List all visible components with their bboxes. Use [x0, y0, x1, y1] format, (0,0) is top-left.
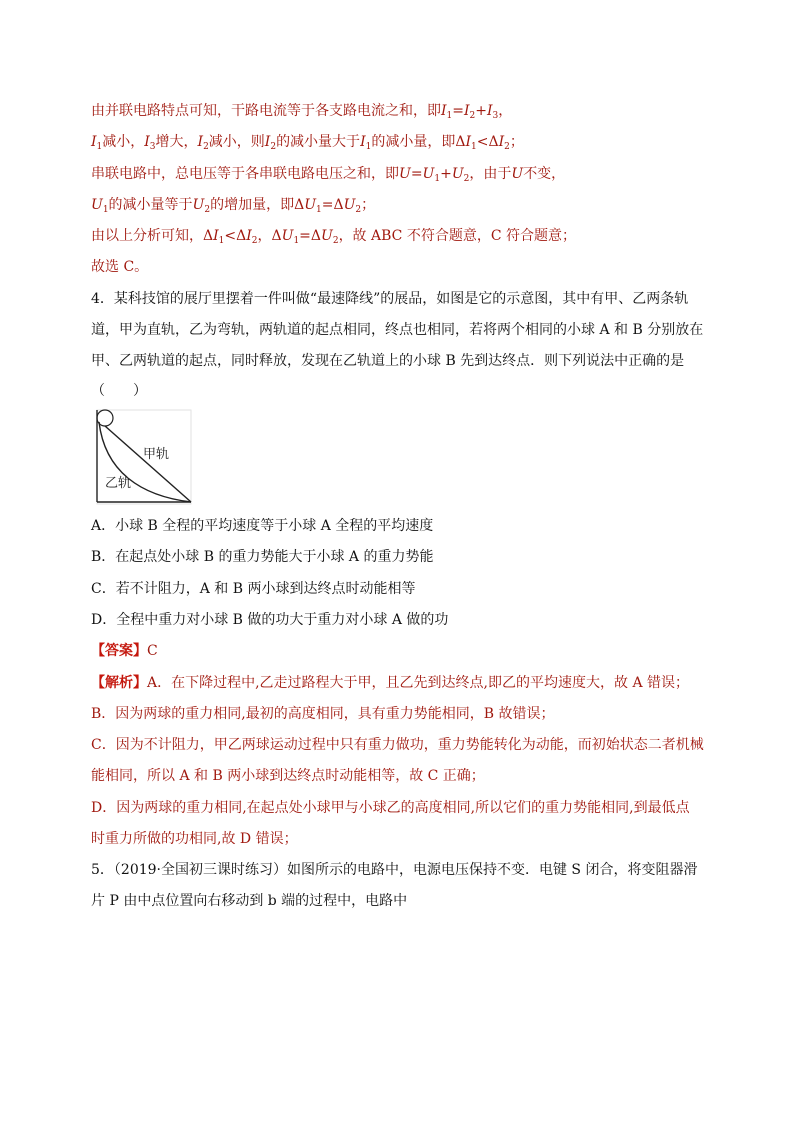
- q4-answer-line: [91, 641, 158, 661]
- text-run: ；: [509, 134, 524, 150]
- math-op: +: [475, 103, 487, 119]
- q5-stem-line-1: 5．（2019·全国初三课时练习）如图所示的电路中，电源电压保持不变．电键 S 闭合，将变阻器滑: [91, 862, 698, 878]
- math-var: I: [91, 134, 97, 150]
- math-sub: 2: [203, 142, 209, 152]
- math-sub: 1: [470, 142, 477, 152]
- answer-value: C: [147, 643, 158, 659]
- math-sub: 2: [355, 205, 362, 215]
- q4-option-d: D．全程中重力对小球 B 做的功大于重力对小球 A 做的功: [91, 612, 449, 628]
- math-var: U: [281, 228, 294, 244]
- q4-stem-line-2: 道，甲为直轨，乙为弯轨，两轨道的起点相同，终点也相同，若将两个相同的小球 A 和 B 分别放在: [91, 322, 704, 338]
- q4-analysis-d-2: 时重力所做的功相同,故 D 错误；: [91, 831, 298, 847]
- text-run: 的增加量，即Δ: [210, 197, 305, 213]
- text-run: 串联电路中，总电压等于各串联电路电压之和，即: [91, 166, 399, 182]
- math-var: U: [91, 197, 103, 213]
- math-sub: 2: [270, 142, 277, 152]
- brachistochrone-figure: [91, 380, 195, 508]
- track-diagram: [91, 380, 195, 508]
- math-var: I: [441, 103, 447, 119]
- math-sub: 1: [434, 174, 441, 184]
- math-sub: 2: [469, 111, 476, 121]
- math-sub: 2: [504, 142, 510, 152]
- math-sub: 3: [492, 111, 499, 121]
- math-sub: 1: [446, 111, 453, 121]
- math-var: I: [360, 134, 366, 150]
- text-run: 不变，: [523, 166, 566, 182]
- math-op: =: [410, 166, 423, 182]
- math-var: I: [465, 134, 471, 150]
- text-run: ，由于: [469, 166, 512, 182]
- text-run: 增大，: [155, 134, 198, 150]
- math-sub: 1: [96, 142, 103, 152]
- math-var: I: [498, 134, 505, 150]
- q4-option-c: C．若不计阻力，A 和 B 两小球到达终点时动能相等: [91, 581, 416, 597]
- math-var: U: [422, 166, 435, 182]
- math-var: U: [343, 197, 356, 213]
- math-var: I: [487, 103, 493, 119]
- solution-conclusion: 故选 C。: [91, 259, 149, 275]
- math-var: I: [197, 134, 204, 150]
- math-sub: 2: [204, 205, 211, 215]
- text-run: 减小，: [102, 134, 145, 150]
- math-var: I: [246, 228, 252, 244]
- math-var: I: [464, 103, 470, 119]
- q4-analysis-b: B．因为两球的重力相同,最初的高度相同，具有重力势能相同，B 故错误；: [91, 706, 555, 722]
- q4-option-a: A．小球 B 全程的平均速度等于小球 A 全程的平均速度: [91, 518, 434, 534]
- q4-analysis-d-1: D．因为两球的重力相同,在起点处小球甲与小球乙的高度相同,所以它们的重力势能相同,到最低点: [91, 800, 690, 816]
- math-var: I: [144, 134, 150, 150]
- text-run: 由并联电路特点可知，干路电流等于各支路电流之和，即: [91, 103, 441, 119]
- solution-line-2: [91, 132, 524, 157]
- q4-stem-line-3: 甲、乙两轨道的起点，同时释放，发现在乙轨道上的小球 B 先到达终点．则下列说法中正确的是: [91, 353, 685, 369]
- q4-analysis-a: [91, 673, 689, 693]
- text-run: 由以上分析可知，Δ: [91, 228, 214, 244]
- math-var: I: [213, 228, 219, 244]
- math-op: +: [440, 166, 452, 182]
- text-run: <Δ: [224, 228, 247, 244]
- math-var: U: [451, 166, 464, 182]
- text-run: ，故 ABC 不符合题意，C 符合题意；: [338, 228, 576, 244]
- math-var: I: [264, 134, 271, 150]
- analysis-tag: 【解析】: [91, 675, 147, 691]
- math-var: U: [511, 166, 524, 182]
- label-jia-track: 甲轨: [143, 447, 170, 462]
- text-run: =Δ: [299, 228, 322, 244]
- math-op: =: [452, 103, 464, 119]
- math-sub: 1: [218, 236, 225, 246]
- q4-option-b: B．在起点处小球 B 的重力势能大于小球 A 的重力势能: [91, 549, 434, 565]
- solution-line-1: [91, 101, 512, 126]
- math-sub: 1: [365, 142, 372, 152]
- text-run: 减小，则: [208, 134, 265, 150]
- text-run: <Δ: [476, 134, 499, 150]
- text-run: ，Δ: [257, 228, 282, 244]
- math-var: U: [304, 197, 317, 213]
- text-run: 的减小量大于: [276, 134, 361, 150]
- solution-line-3: [91, 164, 565, 189]
- math-sub: 1: [102, 205, 109, 215]
- math-var: U: [321, 228, 333, 244]
- math-sub: 1: [293, 236, 300, 246]
- q4-analysis-c-1: C．因为不计阻力，甲乙两球运动过程中只有重力做功，重力势能转化为动能，而初始状态二者机械: [91, 737, 704, 753]
- text-run: ，: [498, 103, 513, 119]
- math-var: U: [192, 197, 205, 213]
- q5-stem-line-2: 片 P 由中点位置向右移动到 b 端的过程中，电路中: [91, 893, 408, 909]
- math-sub: 3: [149, 142, 156, 152]
- solution-line-4: [91, 195, 375, 220]
- text-run: 的减小量等于: [108, 197, 193, 213]
- math-sub: 1: [316, 205, 322, 215]
- q4-answer-parens: （ ）: [91, 383, 147, 399]
- text-run: ；: [361, 197, 376, 213]
- solution-line-5: [91, 226, 576, 251]
- text-run: =Δ: [321, 197, 344, 213]
- math-sub: 2: [332, 236, 339, 246]
- label-yi-track: 乙轨: [105, 476, 132, 491]
- math-sub: 2: [463, 174, 470, 184]
- text-run: 的减小量，即Δ: [371, 134, 466, 150]
- q4-stem-line-1: 4．某科技馆的展厅里摆着一件叫做“最速降线”的展品，如图是它的示意图，其中有甲、乙两条轨: [91, 291, 689, 307]
- math-var: U: [399, 166, 411, 182]
- math-sub: 2: [251, 236, 258, 246]
- analysis-a-text: A．在下降过程中,乙走过路程大于甲，且乙先到达终点,即乙的平均速度大，故 A 错误；: [147, 675, 690, 691]
- answer-tag: 【答案】: [91, 643, 147, 659]
- q4-analysis-c-2: 能相同，所以 A 和 B 两小球到达终点时动能相等，故 C 正确；: [91, 768, 485, 784]
